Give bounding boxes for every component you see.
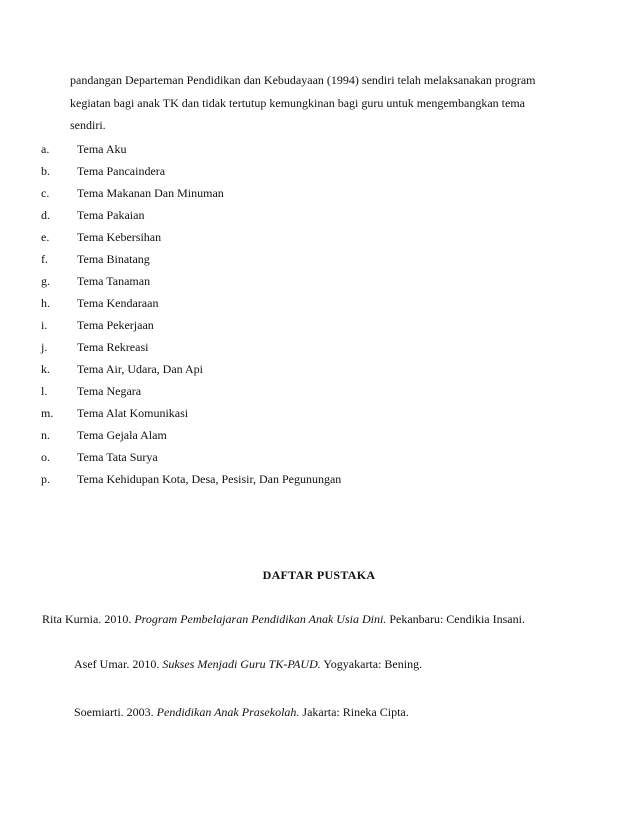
list-item <box>41 226 341 248</box>
list-text: Tema Negara <box>77 384 142 398</box>
list-item <box>41 292 341 314</box>
list-letter: p. <box>41 472 50 486</box>
list-item <box>41 402 341 424</box>
list-letter: o. <box>41 450 50 464</box>
list-letter: h. <box>41 296 50 310</box>
list-letter: b. <box>41 164 50 178</box>
reference-entry <box>74 705 409 720</box>
list-item <box>41 446 341 468</box>
intro-line: kegiatan bagi anak TK dan tidak tertutup kemungkinan bagi guru untuk mengembangkan tema <box>70 95 525 110</box>
reference-title: Program Pembelajaran Pendidikan Anak Usia Dini. <box>134 612 387 626</box>
list-item <box>41 248 341 270</box>
list-text: Tema Rekreasi <box>77 340 149 354</box>
list-letter: j. <box>41 340 48 354</box>
list-text: Tema Kehidupan Kota, Desa, Pesisir, Dan Pegunungan <box>77 472 342 486</box>
list-letter: m. <box>41 406 54 420</box>
list-item <box>41 314 341 336</box>
list-letter: e. <box>41 230 50 244</box>
list-item <box>41 336 341 358</box>
intro-line: sendiri. <box>70 118 106 132</box>
list-item <box>41 270 341 292</box>
list-letter: i. <box>41 318 48 332</box>
list-item <box>41 468 341 490</box>
reference-author-year: Rita Kurnia. 2010. <box>42 612 135 626</box>
list-text: Tema Pancaindera <box>77 164 166 178</box>
list-text: Tema Pekerjaan <box>77 318 154 332</box>
list-text: Tema Tanaman <box>77 274 151 288</box>
list-letter: k. <box>41 362 50 376</box>
reference-title: Sukses Menjadi Guru TK-PAUD. <box>162 657 321 671</box>
tema-list <box>41 138 341 490</box>
list-text: Tema Tata Surya <box>77 450 158 464</box>
reference-publisher: Pekanbaru: Cendikia Insani. <box>386 612 525 626</box>
list-letter: l. <box>41 384 48 398</box>
list-text: Tema Binatang <box>77 252 150 266</box>
list-letter: n. <box>41 428 50 442</box>
intro-paragraph <box>70 69 575 137</box>
list-text: Tema Pakaian <box>77 208 145 222</box>
list-letter: f. <box>41 252 48 266</box>
reference-publisher: Yogyakarta: Bening. <box>320 657 423 671</box>
list-item <box>41 358 341 380</box>
list-item <box>41 138 341 160</box>
list-letter: g. <box>41 274 50 288</box>
list-text: Tema Kendaraan <box>77 296 159 310</box>
list-letter: c. <box>41 186 50 200</box>
list-letter: d. <box>41 208 50 222</box>
reference-title: Pendidikan Anak Prasekolah. <box>156 705 300 719</box>
list-item <box>41 160 341 182</box>
reference-entry <box>42 612 525 627</box>
intro-line: pandangan Departeman Pendidikan dan Kebudayaan (1994) sendiri telah melaksanakan program <box>70 73 536 87</box>
list-text: Tema Gejala Alam <box>77 428 167 442</box>
list-text: Tema Air, Udara, Dan Api <box>77 362 203 376</box>
reference-author-year: Asef Umar. 2010. <box>74 657 163 671</box>
reference-entry <box>74 657 422 672</box>
reference-publisher: Jakarta: Rineka Cipta. <box>299 705 409 719</box>
list-letter: a. <box>41 142 50 156</box>
list-item <box>41 182 341 204</box>
list-item <box>41 424 341 446</box>
reference-author-year: Soemiarti. 2003. <box>74 705 157 719</box>
bibliography-heading: DAFTAR PUSTAKA <box>262 568 376 582</box>
list-text: Tema Alat Komunikasi <box>77 406 189 420</box>
list-item <box>41 204 341 226</box>
list-text: Tema Aku <box>77 142 127 156</box>
list-text: Tema Kebersihan <box>77 230 162 244</box>
list-text: Tema Makanan Dan Minuman <box>77 186 224 200</box>
list-item <box>41 380 341 402</box>
